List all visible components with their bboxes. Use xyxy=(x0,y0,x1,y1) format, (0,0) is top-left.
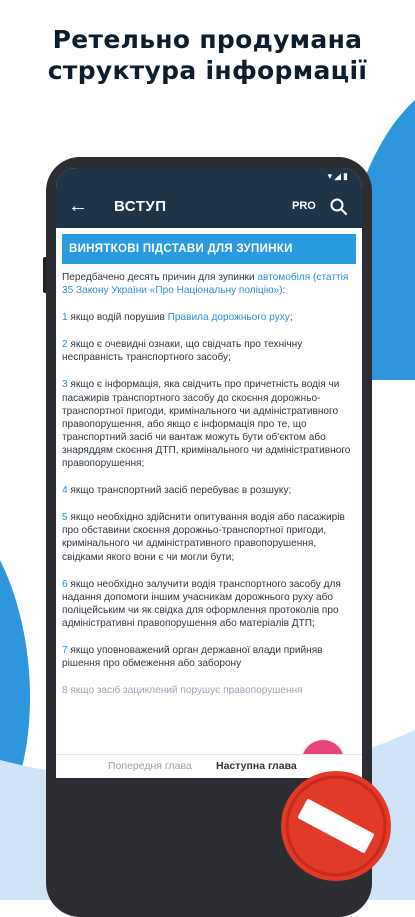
list-item: 2 якщо є очевидні ознаки, що свідчать про технічну несправність транспортного засобу; xyxy=(62,339,303,364)
headline-line1: Ретельно продумана xyxy=(52,25,363,54)
list-item: 7 якщо уповноважений орган державної влади прийняв рішення про обмеження або заборону xyxy=(62,644,323,670)
pro-button[interactable]: PRO xyxy=(292,200,316,212)
item-number: 4 xyxy=(62,485,68,497)
list-item: 6 якщо необхідно залучити водія транспортного засобу для надання допомоги іншим учасникам дорожнього руху або поліцейським чи як свідка для оформлення протоколів про адміністративні правопорушення або матеріалів ДТП; xyxy=(62,578,341,629)
item-number: 7 xyxy=(62,644,68,656)
back-arrow-icon[interactable]: ← xyxy=(68,195,88,217)
menu-fab-button[interactable] xyxy=(302,740,344,754)
traffic-rules-link[interactable]: Правила дорожнього руху xyxy=(167,312,290,324)
intro-paragraph: Передбачено десять причин для зупинки автомобіля (статтія 35 Закону України «Про Національну поліцію»): xyxy=(62,272,349,297)
search-icon[interactable] xyxy=(328,196,350,218)
next-chapter-button[interactable]: Наступна глава xyxy=(216,760,297,772)
list-item: 3 якщо є інформація, яка свідчить про причетність водія чи пасажирів транспортного засобу до скоєння дорожньо-транспортної пригоди, кримінального чи адміністративного правопорушення, або якщо є інформація про те, що транспортний засіб чи вантаж можуть бути об'єктом або знаряддям скоєння ДТП, кримінального чи адміністративного правопорушення; xyxy=(62,379,351,470)
item-number: 2 xyxy=(62,339,68,351)
status-bar xyxy=(56,168,362,186)
item-number: 1 xyxy=(62,312,68,324)
section-banner: ВИНЯТКОВІ ПІДСТАВИ ДЛЯ ЗУПИНКИ xyxy=(62,234,356,264)
page-title: ВСТУП xyxy=(114,198,167,215)
item-number: 3 xyxy=(62,379,68,391)
no-entry-sign-icon xyxy=(276,766,396,886)
chapter-content[interactable] xyxy=(56,228,362,754)
promo-headline xyxy=(0,24,415,86)
law-link[interactable]: автомобіля (статтія 35 Закону України «Про Національну поліцію») xyxy=(62,272,349,297)
list-item: 5 якщо необхідно здійснити опитування водія або пасажирів про обставини скоєння дорожньо-транспортної пригоди, кримінального чи адміністративного правопорушення, свідками якого вони є чи могли бути; xyxy=(62,512,345,563)
phone-screen xyxy=(56,168,362,778)
headline-line2: структура інформації xyxy=(47,56,368,85)
list-item: 1 якщо водій порушив Правила дорожнього руху; xyxy=(62,312,293,324)
chapter-text xyxy=(62,271,353,711)
status-icons: ▾◢▮ xyxy=(327,171,350,181)
prev-chapter-button[interactable]: Попередня глава xyxy=(108,760,192,772)
item-number: 5 xyxy=(62,512,68,524)
item-number: 6 xyxy=(62,578,68,590)
cut-off-line: 8 якщо засіб зациклений порушує правопорушення xyxy=(62,685,303,697)
app-bar xyxy=(56,186,362,228)
list-item: 4 якщо транспортний засіб перебуває в розшуку; xyxy=(62,485,292,497)
